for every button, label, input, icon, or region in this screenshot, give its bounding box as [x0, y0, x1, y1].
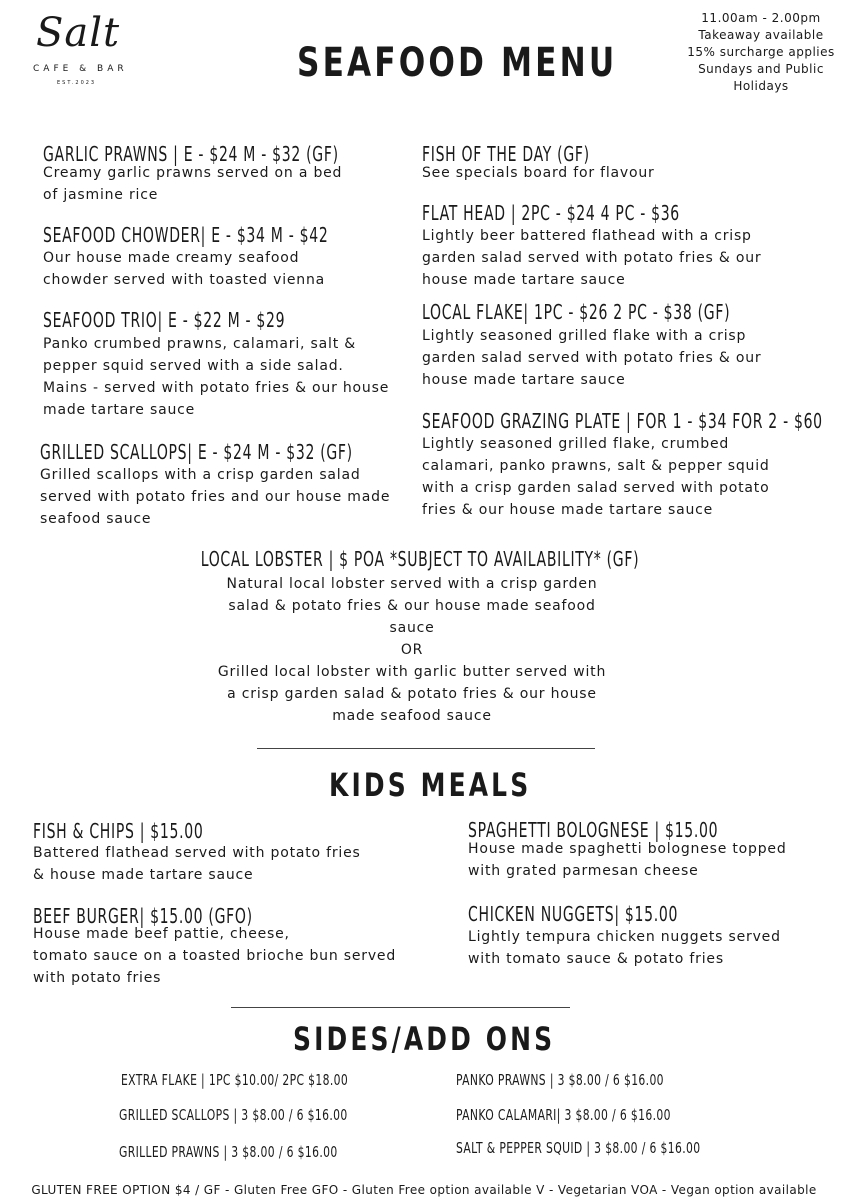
desc-line: tomato sauce on a toasted brioche bun served — [33, 948, 397, 964]
menu-item-title: GARLIC PRAWNS | E - $24 M - $32 (GF) — [43, 142, 339, 166]
menu-item-description — [43, 247, 325, 291]
sides-heading: SIDES/ADD ONS — [293, 1020, 556, 1058]
menu-item-title: SEAFOOD CHOWDER| E - $34 M - $42 — [43, 223, 329, 247]
desc-line: Lightly tempura chicken nuggets served — [468, 929, 781, 945]
desc-line: Our house made creamy seafood — [43, 250, 300, 266]
desc-line: House made spaghetti bolognese topped — [468, 841, 787, 857]
desc-line: Creamy garlic prawns served on a bed — [43, 165, 343, 181]
desc-line: calamari, panko prawns, salt & pepper squid — [422, 458, 770, 474]
side-item: EXTRA FLAKE | 1PC $10.00/ 2PC $18.00 — [121, 1071, 349, 1089]
lobster-item — [0, 547, 840, 571]
menu-item-description — [33, 923, 396, 989]
menu-item-title: BEEF BURGER| $15.00 (GFO) — [33, 904, 253, 928]
dietary-legend-footer: GLUTEN FREE OPTION $4 / GF - Gluten Free GFO - Gluten Free option available V - Vegetarian VOA - Vegan option available — [31, 1183, 817, 1197]
desc-line: fries & our house made tartare sauce — [422, 502, 714, 518]
desc-line: See specials board for flavour — [422, 165, 655, 181]
side-item: PANKO CALAMARI| 3 $8.00 / 6 $16.00 — [456, 1106, 671, 1124]
menu-item-title: SEAFOOD GRAZING PLATE | FOR 1 - $34 FOR 2 - $60 — [422, 409, 823, 433]
desc-line: Lightly seasoned grilled flake with a crisp — [422, 328, 747, 344]
hours-line: Holidays — [733, 79, 789, 93]
desc-line: with a crisp garden salad served with potato — [422, 480, 770, 496]
menu-item-description — [33, 842, 361, 886]
desc-line: garden salad served with potato fries & our — [422, 250, 762, 266]
kids-meals-heading: KIDS MEALS — [329, 766, 532, 804]
side-item: SALT & PEPPER SQUID | 3 $8.00 / 6 $16.00 — [456, 1139, 701, 1157]
menu-item-title: LOCAL FLAKE| 1PC - $26 2 PC - $38 (GF) — [422, 300, 731, 324]
brand-established: EST.2023 — [57, 80, 97, 86]
desc-line: house made tartare sauce — [422, 272, 626, 288]
desc-line: Lightly seasoned grilled flake, crumbed — [422, 436, 730, 452]
desc-line: Mains - served with potato fries & our house — [43, 380, 390, 396]
menu-item-description — [0, 573, 824, 727]
menu-item-title: SEAFOOD TRIO| E - $22 M - $29 — [43, 308, 286, 332]
side-item: GRILLED SCALLOPS | 3 $8.00 / 6 $16.00 — [119, 1106, 348, 1124]
desc-line: House made beef pattie, cheese, — [33, 926, 290, 942]
opening-hours — [676, 10, 846, 95]
hours-line: 15% surcharge applies — [687, 45, 835, 59]
desc-line: chowder served with toasted vienna — [43, 272, 326, 288]
hours-line: Takeaway available — [698, 28, 824, 42]
menu-item-title: GRILLED SCALLOPS| E - $24 M - $32 (GF) — [40, 440, 353, 464]
menu-item-title: FISH & CHIPS | $15.00 — [33, 819, 204, 843]
brand-logo: Salt — [36, 10, 121, 56]
desc-line: with potato fries — [33, 970, 162, 986]
desc-line: Lightly beer battered flathead with a crisp — [422, 228, 752, 244]
menu-item-title: FLAT HEAD | 2PC - $24 4 PC - $36 — [422, 201, 680, 225]
brand-subtitle: CAFE & BAR — [33, 64, 128, 74]
menu-item-description — [468, 838, 787, 882]
section-divider — [257, 748, 595, 749]
menu-item-description — [40, 464, 390, 530]
menu-item-description — [422, 433, 770, 521]
desc-line: pepper squid served with a side salad. — [43, 358, 344, 374]
desc-line: salad & potato fries & our house made seafood — [228, 598, 596, 614]
menu-item-description — [422, 325, 761, 391]
desc-line: with grated parmesan cheese — [468, 863, 699, 879]
desc-line: Panko crumbed prawns, calamari, salt & — [43, 336, 356, 352]
menu-item-title: LOCAL LOBSTER | $ POA *SUBJECT TO AVAILABILITY* (GF) — [200, 547, 640, 571]
desc-line: Grilled local lobster with garlic butter served with — [217, 664, 607, 680]
seafood-menu-heading: SEAFOOD MENU — [297, 40, 618, 86]
desc-line: & house made tartare sauce — [33, 867, 254, 883]
side-item: GRILLED PRAWNS | 3 $8.00 / 6 $16.00 — [119, 1143, 338, 1161]
section-divider — [231, 1007, 570, 1008]
menu-item-title: SPAGHETTI BOLOGNESE | $15.00 — [468, 818, 719, 842]
desc-line: OR — [400, 642, 424, 658]
menu-item-title: FISH OF THE DAY (GF) — [422, 142, 590, 166]
desc-line: made seafood sauce — [332, 708, 492, 724]
side-item: PANKO PRAWNS | 3 $8.00 / 6 $16.00 — [456, 1071, 664, 1089]
desc-line: garden salad served with potato fries & our — [422, 350, 762, 366]
menu-item-description — [468, 926, 781, 970]
hours-line: 11.00am - 2.00pm — [701, 11, 821, 25]
menu-item-description — [422, 225, 761, 291]
menu-item-title: CHICKEN NUGGETS| $15.00 — [468, 902, 679, 926]
desc-line: Grilled scallops with a crisp garden salad — [40, 467, 361, 483]
desc-line: seafood sauce — [40, 511, 152, 527]
desc-line: of jasmine rice — [43, 187, 159, 203]
desc-line: house made tartare sauce — [422, 372, 626, 388]
desc-line: Natural local lobster served with a crisp garden — [226, 576, 598, 592]
desc-line: a crisp garden salad & potato fries & our house — [227, 686, 597, 702]
menu-item-description — [43, 162, 342, 206]
desc-line: Battered flathead served with potato fries — [33, 845, 361, 861]
desc-line: sauce — [389, 620, 435, 636]
desc-line: made tartare sauce — [43, 402, 196, 418]
hours-line: Sundays and Public — [698, 62, 824, 76]
desc-line: served with potato fries and our house made — [40, 489, 391, 505]
menu-item-description — [43, 333, 389, 421]
desc-line: with tomato sauce & potato fries — [468, 951, 724, 967]
menu-item-description — [422, 162, 655, 184]
